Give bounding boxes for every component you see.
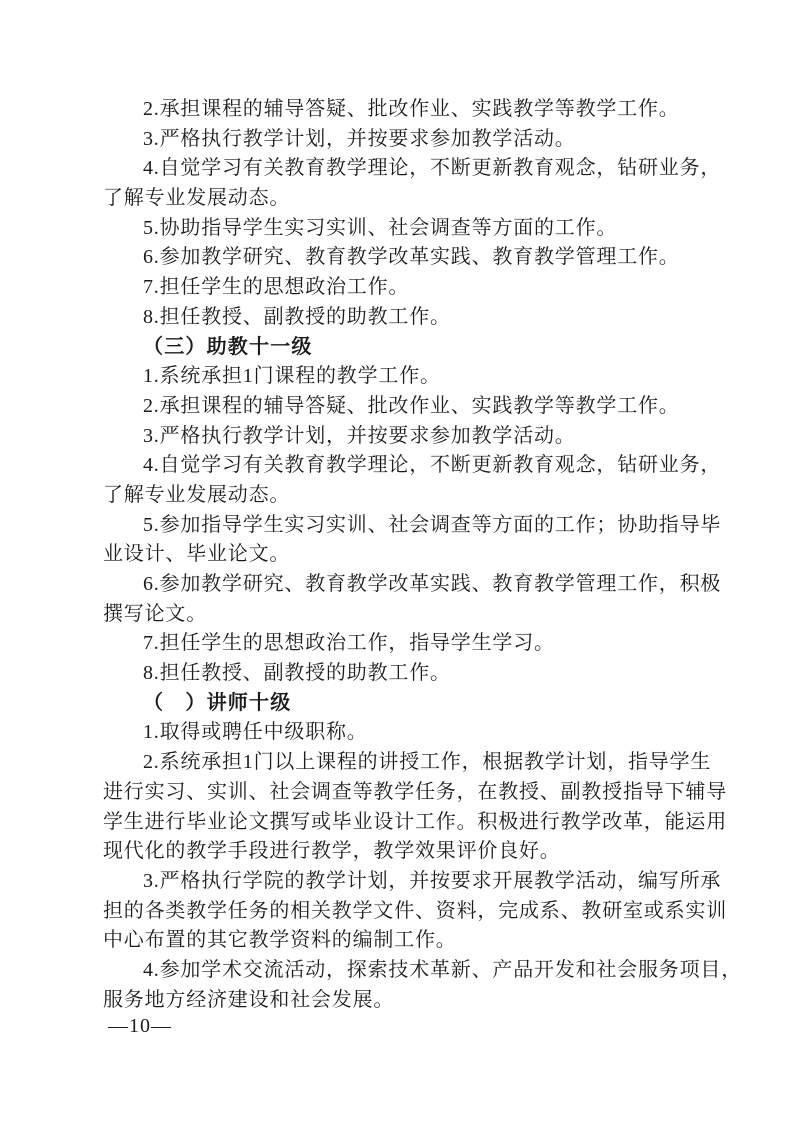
section-heading: （三）助教十一级 (143, 335, 313, 358)
text-line: 5.协助指导学生实习实训、社会调查等方面的工作。 (143, 216, 618, 239)
text-line: 进行实习、实训、社会调查等教学任务，在教授、副教授指导下辅导 (103, 780, 727, 803)
text-line: 现代化的教学手段进行教学，教学效果评价良好。 (103, 840, 561, 863)
text-line: 业设计、毕业论文。 (103, 543, 291, 566)
text-line: 7.担任学生的思想政治工作。 (143, 276, 410, 299)
text-line: 6.参加教学研究、教育教学改革实践、教育教学管理工作。 (143, 246, 680, 269)
text-line: 5.参加指导学生实习实训、社会调查等方面的工作；协助指导毕 (143, 513, 722, 536)
text-line: 2.系统承担1门以上课程的讲授工作，根据教学计划，指导学生 (143, 751, 712, 774)
page-number: —10— (108, 1015, 172, 1037)
text-line: 8.担任教授、副教授的助教工作。 (143, 662, 451, 685)
text-line: 2.承担课程的辅导答疑、批改作业、实践教学等教学工作。 (143, 98, 680, 120)
text-line: 2.承担课程的辅导答疑、批改作业、实践教学等教学工作。 (143, 394, 680, 417)
text-line: 4.自觉学习有关教育教学理论，不断更新教育观念，钻研业务， (143, 454, 722, 477)
text-line: 7.担任学生的思想政治工作，指导学生学习。 (143, 632, 555, 655)
document-body (103, 95, 743, 1015)
text-line: 3.严格执行教学计划，并按要求参加教学活动。 (143, 127, 576, 150)
text-line: 4.参加学术交流活动，探索技术革新、产品开发和社会服务项目， (143, 958, 742, 981)
text-line: 3.严格执行教学计划，并按要求参加教学活动。 (143, 424, 576, 447)
text-line: 学生进行毕业论文撰写或毕业设计工作。积极进行教学改革，能运用 (103, 810, 727, 833)
text-line: 1.系统承担1门课程的教学工作。 (143, 365, 441, 388)
text-line: 1.取得或聘任中级职称。 (143, 721, 368, 744)
text-line: 了解专业发展动态。 (103, 187, 291, 210)
text-line: 4.自觉学习有关教育教学理论，不断更新教育观念，钻研业务， (143, 157, 722, 180)
text-line: 担的各类教学任务的相关教学文件、资料，完成系、教研室或系实训 (103, 899, 727, 922)
section-heading: （ ）讲师十级 (143, 691, 292, 714)
text-line: 服务地方经济建设和社会发展。 (103, 988, 395, 1011)
text-line: 3.严格执行学院的教学计划，并按要求开展教学活动，编写所承 (143, 869, 722, 892)
text-line: 中心布置的其它教学资料的编制工作。 (103, 929, 457, 952)
text-line: 了解专业发展动态。 (103, 483, 291, 506)
text-line: 8.担任教授、副教授的助教工作。 (143, 305, 451, 328)
text-line: 6.参加教学研究、教育教学改革实践、教育教学管理工作，积极 (143, 573, 722, 595)
text-line: 撰写论文。 (103, 602, 207, 625)
